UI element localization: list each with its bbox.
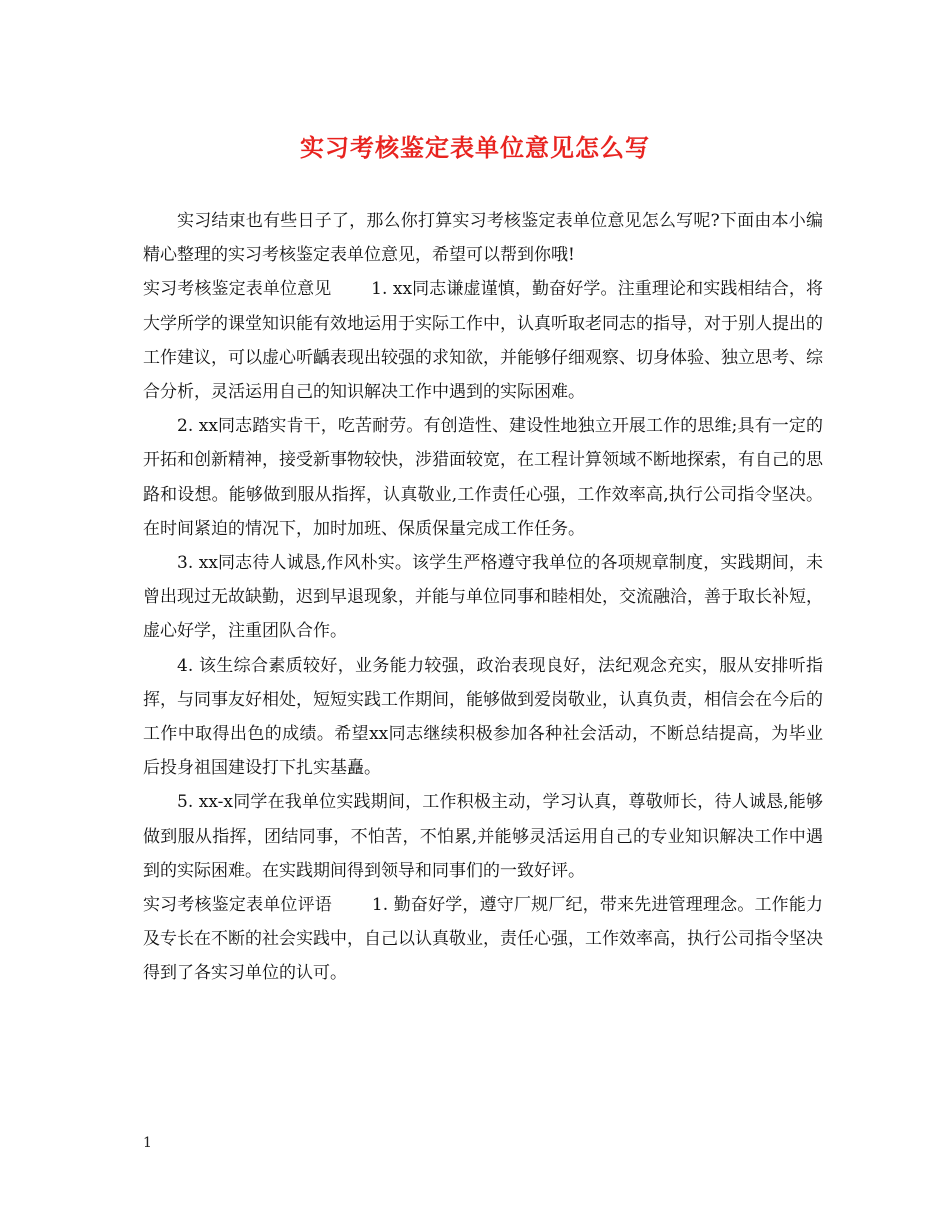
section-opinion-paragraph-5: 5. xx-x同学在我单位实践期间，工作积极主动，学习认真，尊敬师长，待人诚恳,能够做到服从指挥，团结同事，不怕苦，不怕累,并能够灵活运用自己的专业知识解决工作中遇到的实际困难。在实践期间得到领导和同事们的一致好评。: [143, 792, 823, 881]
page-number: 1: [143, 1135, 152, 1151]
section-opinion-paragraph-2: 2. xx同志踏实肯干，吃苦耐劳。有创造性、建设性地独立开展工作的思维;具有一定的开拓和创新精神，接受新事物较快，涉猎面较宽，在工程计算领域不断地探索，有自己的思路和设想。能够做到服从指挥，认真敬业,工作责任心强，工作效率高,执行公司指令坚决。在时间紧迫的情况下，加时加班、保质保量完成工作任务。: [143, 416, 823, 539]
section-opinion-paragraph-4: 4. 该生综合素质较好，业务能力较强，政治表现良好，法纪观念充实，服从安排听指挥，与同事友好相处，短短实践工作期间，能够做到爱岗敬业，认真负责，相信会在今后的工作中取得出色的成绩。希望xx同志继续积极参加各种社会活动，不断总结提高，为毕业后投身祖国建设打下扎实基矗。: [143, 655, 823, 779]
section-opinion-paragraph-3: 3. xx同志待人诚恳,作风朴实。该学生严格遵守我单位的各项规章制度，实践期间，未曾出现过无故缺勤，迟到早退现象，并能与单位同事和睦相处，交流融洽，善于取长补短，虚心好学，注重团队合作。: [143, 553, 823, 642]
document-title: 实习考核鉴定表单位意见怎么写: [300, 133, 650, 162]
section-comment-paragraph-1: 实习考核鉴定表单位评语 1. 勤奋好学，遵守厂规厂纪，带来先进管理理念。工作能力及专长在不断的社会实践中，自己以认真敬业，责任心强，工作效率高，执行公司指令坚决得到了各实习单位的认可。: [143, 895, 823, 984]
section-opinion-paragraph-1: 实习考核鉴定表单位意见 1. xx同志谦虚谨慎，勤奋好学。注重理论和实践相结合，将大学所学的课堂知识能有效地运用于实际工作中，认真听取老同志的指导，对于别人提出的工作建议，可以虚心听齲表现出较强的求知欲，并能够仔细观察、切身体验、独立思考、综合分析，灵活运用自己的知识解决工作中遇到的实际困难。: [143, 279, 823, 403]
intro-paragraph: 实习结束也有些日子了，那么你打算实习考核鉴定表单位意见怎么写呢?下面由本小编精心整理的实习考核鉴定表单位意见，希望可以帮到你哦!: [143, 211, 823, 266]
document-body: [143, 204, 823, 991]
